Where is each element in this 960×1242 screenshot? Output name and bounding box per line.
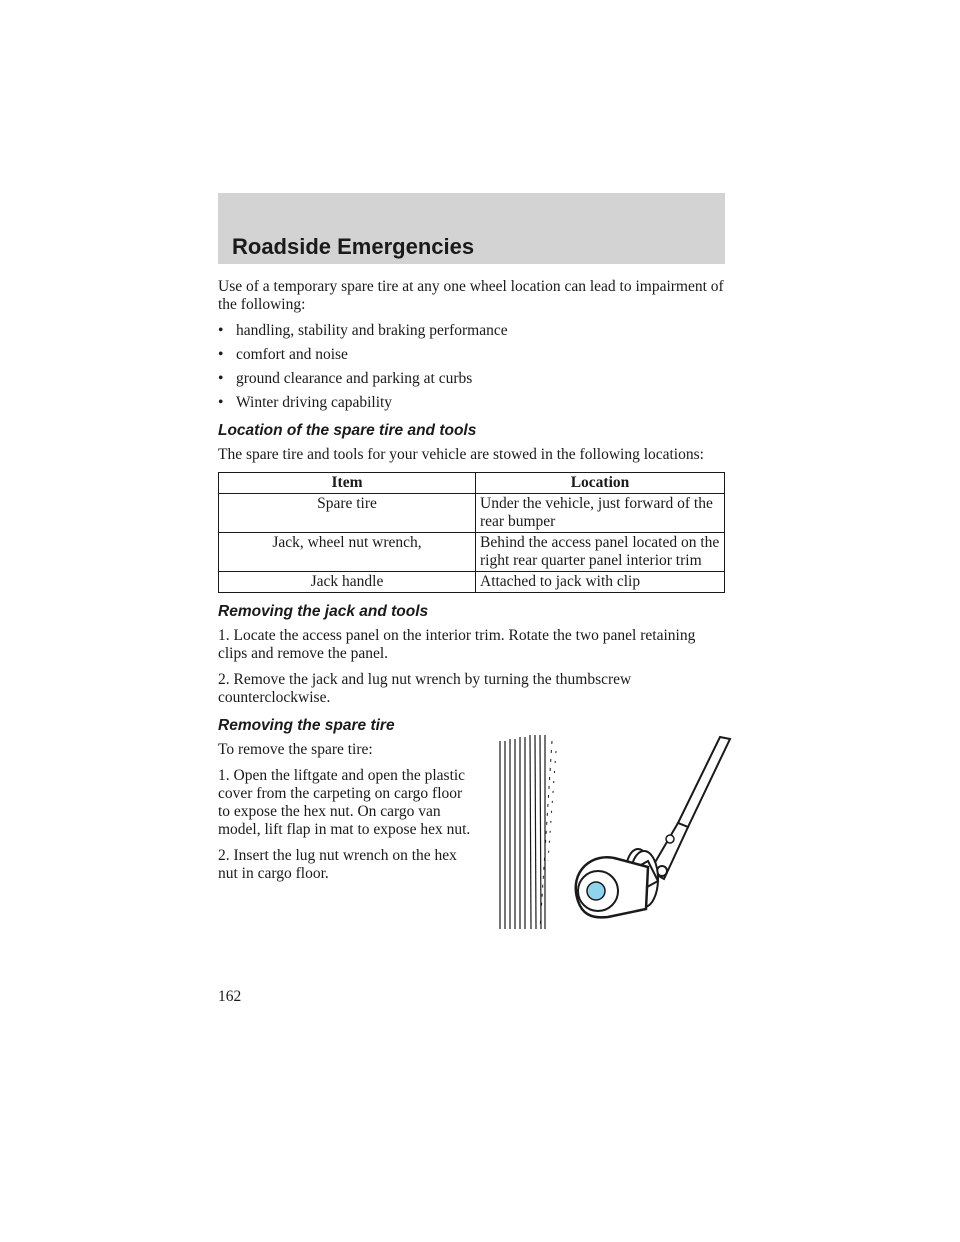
location-table [218,472,725,593]
spare-tire-steps [218,741,478,883]
table-cell-item: Jack handle [219,572,476,593]
list-item: • ground clearance and parking at curbs [218,370,725,388]
lug-wrench-on-hex-nut-icon [498,731,738,931]
table-row [219,533,725,572]
removing-jack-step: 1. Locate the access panel on the interior trim. Rotate the two panel retaining clips and remove the panel. [218,627,696,662]
page-number: 162 [218,988,242,1005]
table-cell-item: Jack, wheel nut wrench, [219,533,476,572]
removing-spare-heading: Removing the spare tire [218,717,395,734]
table-row [219,572,725,593]
impairment-list [218,322,725,412]
removing-spare-step: 2. Insert the lug nut wrench on the hex nut in cargo floor. [218,847,457,882]
table-cell-location: Behind the access panel located on the right rear quarter panel interior trim [476,533,725,572]
section-header-band [218,193,725,264]
page-content [218,278,725,891]
removing-jack-step: 2. Remove the jack and lug nut wrench by turning the thumbscrew counterclockwise. [218,671,632,706]
location-paragraph: The spare tire and tools for your vehicle are stowed in the following locations: [218,446,704,463]
spare-tire-instructions [218,741,725,883]
location-heading: Location of the spare tire and tools [218,422,477,439]
list-item: • handling, stability and braking performance [218,322,725,340]
column-header-item: Item [219,473,476,494]
removing-spare-intro: To remove the spare tire: [218,741,373,758]
table-cell-location: Attached to jack with clip [476,572,725,593]
list-item: • comfort and noise [218,346,725,364]
column-header-location: Location [476,473,725,494]
list-item: • Winter driving capability [218,394,725,412]
intro-paragraph: Use of a temporary spare tire at any one wheel location can lead to impairment of the following: [218,278,724,313]
table-header-row [219,473,725,494]
table-cell-item: Spare tire [219,494,476,533]
section-title: Roadside Emergencies [232,234,475,259]
table-row [219,494,725,533]
removing-spare-step: 1. Open the liftgate and open the plastic cover from the carpeting on cargo floor to expose the hex nut. On cargo van model, lift flap in mat to expose hex nut. [218,767,471,838]
lug-wrench-illustration [498,731,738,931]
removing-jack-heading: Removing the jack and tools [218,603,429,620]
table-cell-location: Under the vehicle, just forward of the rear bumper [476,494,725,533]
